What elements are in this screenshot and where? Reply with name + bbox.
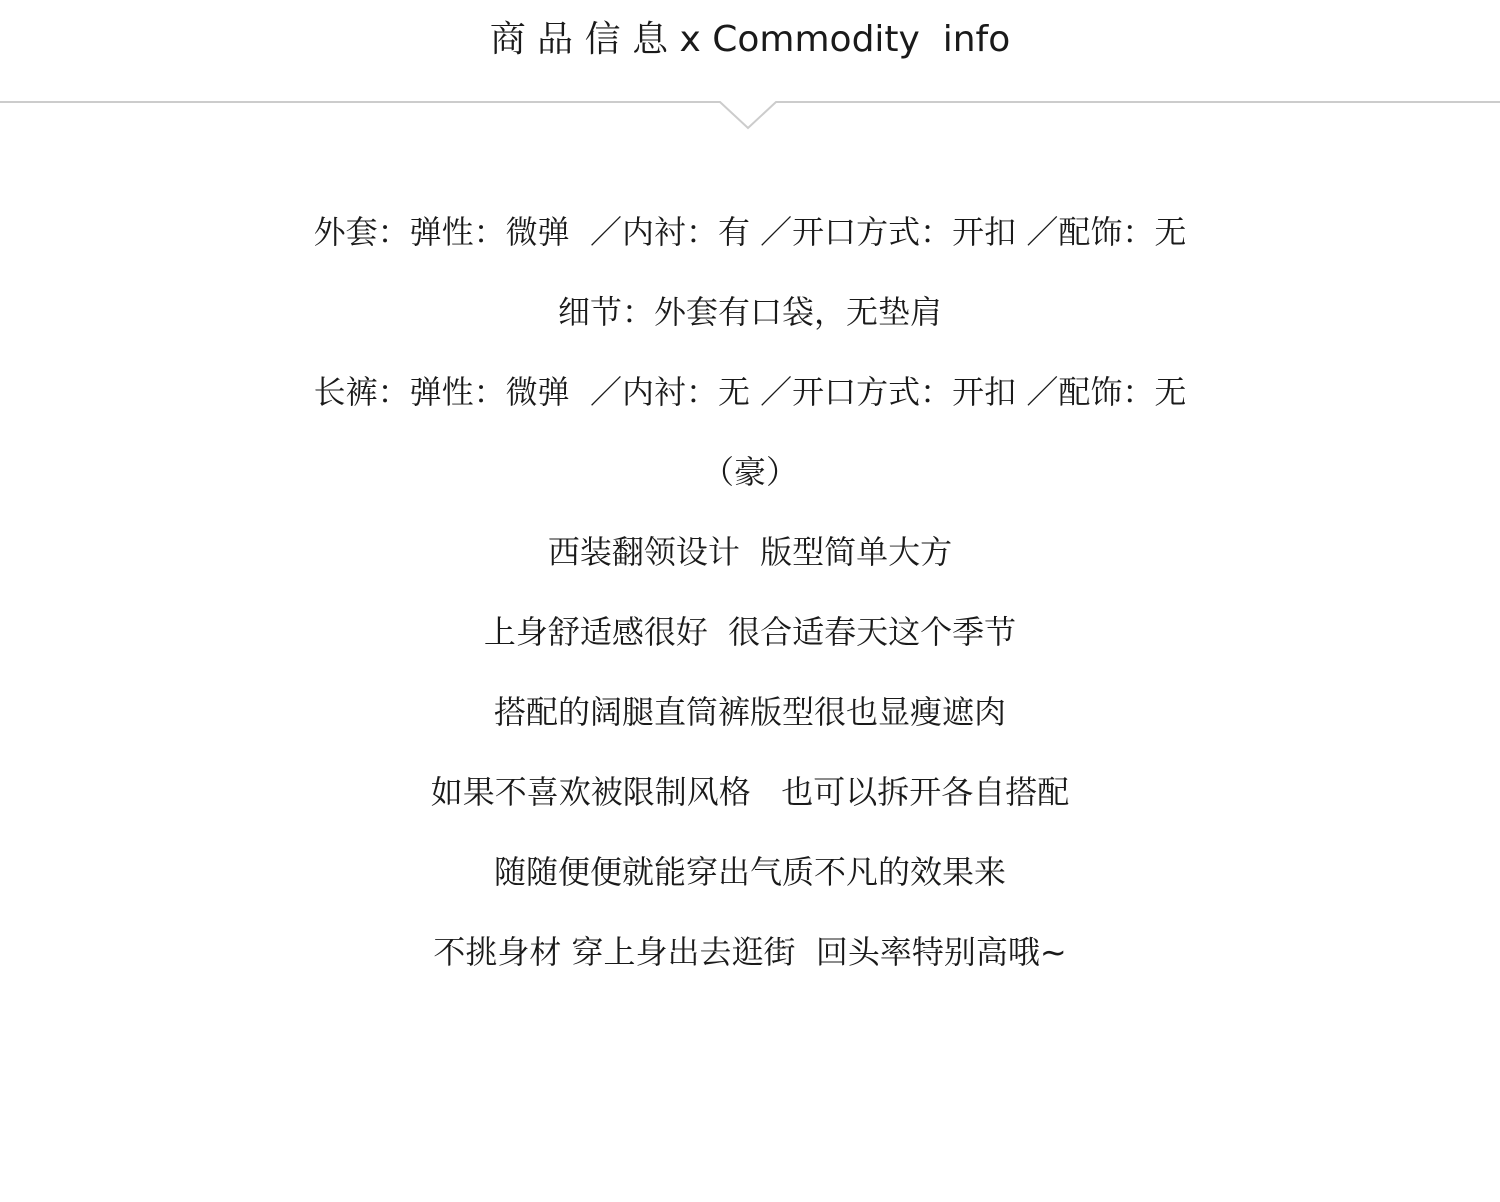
commodity-info-body <box>0 192 1500 992</box>
header-title: 商 品 信 息 x Commodity info <box>489 19 1011 60</box>
info-line-note: （豪） <box>701 453 798 491</box>
section-divider <box>0 90 1500 140</box>
description-line: 随随便便就能穿出气质不凡的效果来 <box>493 853 1006 891</box>
description-line: 搭配的阔腿直筒裤版型很也显瘦遮肉 <box>493 693 1006 731</box>
description-line: 不挑身材 穿上身出去逛街 回头率特别高哦~ <box>433 933 1067 971</box>
info-line-details: 细节：外套有口袋，无垫肩 <box>557 293 942 331</box>
info-line-jacket-spec: 外套：弹性：微弹 ／内衬：有 ／开口方式：开扣 ／配饰：无 <box>313 213 1187 251</box>
description-line: 西装翻领设计 版型简单大方 <box>547 533 953 571</box>
info-line-pants-spec: 长裤：弹性：微弹 ／内衬：无 ／开口方式：开扣 ／配饰：无 <box>313 373 1187 411</box>
description-line: 上身舒适感很好 很合适春天这个季节 <box>483 613 1017 651</box>
description-line: 如果不喜欢被限制风格 也可以拆开各自搭配 <box>430 773 1070 811</box>
